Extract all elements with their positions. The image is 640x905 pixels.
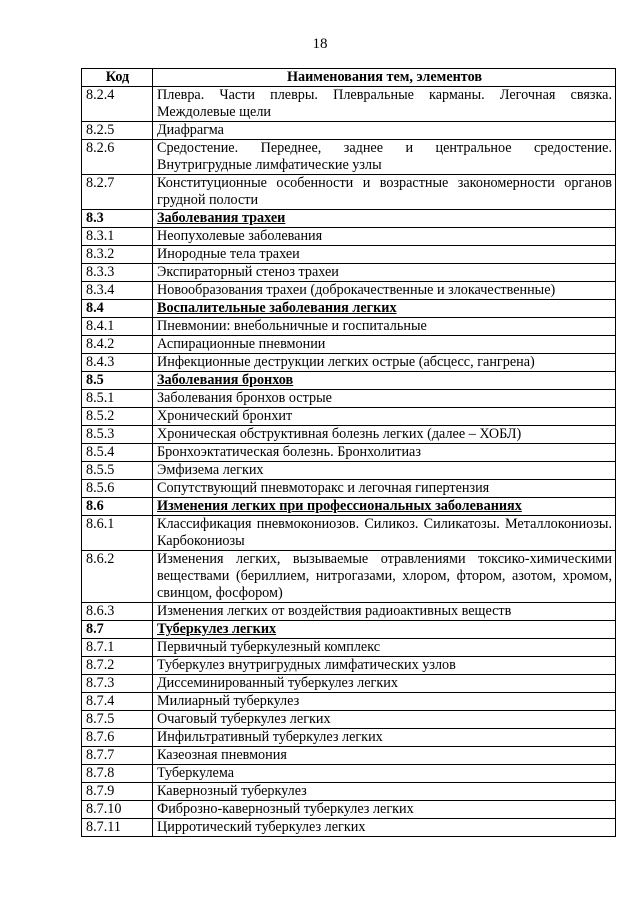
table-row [82, 282, 616, 300]
topic-code: 8.7.6 [82, 729, 153, 747]
topic-name-cell [153, 372, 616, 390]
topic-name: Новообразования трахеи (доброкачественные и злокачественные) [157, 282, 556, 298]
topic-name: Хронический бронхит [157, 408, 293, 424]
topic-name: Хроническая обструктивная болезнь легких (далее – ХОБЛ) [157, 426, 522, 442]
topic-name-cell [153, 354, 616, 372]
topic-name: Диафрагма [157, 122, 224, 138]
table-row [82, 603, 616, 621]
table-row [82, 480, 616, 498]
topic-code: 8.5.5 [82, 462, 153, 480]
table-row [82, 426, 616, 444]
topic-name-cell [153, 516, 616, 551]
topic-code: 8.5.1 [82, 390, 153, 408]
topic-name-cell [153, 228, 616, 246]
topic-name: Пневмонии: внебольничные и госпитальные [157, 318, 427, 334]
topic-name-cell [153, 693, 616, 711]
topic-name-cell [153, 300, 616, 318]
topic-name: Инфекционные деструкции легких острые (абсцесс, гангрена) [157, 354, 535, 370]
table-row [82, 264, 616, 282]
topic-name-cell [153, 87, 616, 122]
table-row [82, 551, 616, 603]
topic-name: Неопухолевые заболевания [157, 228, 323, 244]
topic-code: 8.2.5 [82, 122, 153, 140]
topic-name: Аспирационные пневмонии [157, 336, 326, 352]
topic-name: Диссеминированный туберкулез легких [157, 675, 398, 691]
topic-name-cell [153, 639, 616, 657]
topic-name: Экспираторный стеноз трахеи [157, 264, 339, 280]
table-row [82, 693, 616, 711]
topic-code: 8.7.5 [82, 711, 153, 729]
section-row [82, 498, 616, 516]
section-row [82, 621, 616, 639]
topic-code: 8.7.7 [82, 747, 153, 765]
table-row [82, 516, 616, 551]
table-row [82, 765, 616, 783]
section-row [82, 300, 616, 318]
topic-code: 8.6.1 [82, 516, 153, 551]
topic-name-cell [153, 480, 616, 498]
column-header-name: Наименования тем, элементов [153, 69, 616, 87]
page-number: 18 [312, 36, 328, 52]
topic-code: 8.2.7 [82, 175, 153, 210]
topic-name-cell [153, 264, 616, 282]
topic-name-cell [153, 657, 616, 675]
topic-name-cell [153, 282, 616, 300]
topic-name: Кавернозный туберкулез [157, 783, 307, 799]
topic-name-cell [153, 498, 616, 516]
topic-name-cell [153, 711, 616, 729]
topic-name-cell [153, 621, 616, 639]
topic-name: Инородные тела трахеи [157, 246, 300, 262]
topic-name: Милиарный туберкулез [157, 693, 300, 709]
topic-name-cell [153, 747, 616, 765]
section-row [82, 372, 616, 390]
topic-name: Конституционные особенности и возрастные закономерности органов грудной полости [157, 175, 612, 208]
topic-name-cell [153, 801, 616, 819]
topic-name-cell [153, 175, 616, 210]
topic-code: 8.7.4 [82, 693, 153, 711]
topic-name-cell [153, 675, 616, 693]
topic-name: Плевра. Части плевры. Плевральные карманы. Легочная связка. Междолевые щели [157, 87, 612, 120]
topic-code: 8.4.3 [82, 354, 153, 372]
topic-name: Изменения легких, вызываемые отравлениями токсико-химическими веществами (бериллием, нитрогазами, хлором, фтором, азотом, хромом, свинцом, фосфором) [157, 551, 612, 601]
topic-name-cell [153, 318, 616, 336]
topic-code: 8.4.2 [82, 336, 153, 354]
topic-code: 8.2.4 [82, 87, 153, 122]
table-row [82, 228, 616, 246]
topics-table [81, 68, 616, 837]
table-row [82, 747, 616, 765]
topic-code: 8.7.1 [82, 639, 153, 657]
topic-name: Фиброзно-кавернозный туберкулез легких [157, 801, 414, 817]
table-header-row [82, 69, 616, 87]
topic-code: 8.3.1 [82, 228, 153, 246]
topic-name-cell [153, 444, 616, 462]
topic-name: Изменения легких при профессиональных заболеваниях [157, 498, 522, 514]
topic-code: 8.5.4 [82, 444, 153, 462]
topic-name: Эмфизема легких [157, 462, 264, 478]
topic-name: Туберкулез внутригрудных лимфатических узлов [157, 657, 456, 673]
table-row [82, 657, 616, 675]
table-row [82, 408, 616, 426]
table-row [82, 318, 616, 336]
topic-name: Первичный туберкулезный комплекс [157, 639, 381, 655]
topic-name-cell [153, 783, 616, 801]
topic-code: 8.5.6 [82, 480, 153, 498]
section-row [82, 210, 616, 228]
topic-name: Казеозная пневмония [157, 747, 287, 763]
topic-name: Средостение. Переднее, заднее и центральное средостение. Внутригрудные лимфатические узлы [157, 140, 612, 173]
topic-name: Очаговый туберкулез легких [157, 711, 331, 727]
topic-name-cell [153, 408, 616, 426]
table-row [82, 801, 616, 819]
topic-name-cell [153, 140, 616, 175]
topic-code: 8.6.3 [82, 603, 153, 621]
topic-code: 8.3 [82, 210, 153, 228]
table-row [82, 711, 616, 729]
topic-name: Изменения легких от воздействия радиоактивных веществ [157, 603, 512, 619]
topic-name-cell [153, 765, 616, 783]
topic-name-cell [153, 729, 616, 747]
topic-name: Сопутствующий пневмоторакс и легочная гипертензия [157, 480, 490, 496]
topic-code: 8.5.3 [82, 426, 153, 444]
topic-code: 8.7.3 [82, 675, 153, 693]
topic-name: Воспалительные заболевания легких [157, 300, 397, 316]
table-row [82, 122, 616, 140]
topic-code: 8.3.3 [82, 264, 153, 282]
topic-name-cell [153, 551, 616, 603]
table-row [82, 783, 616, 801]
topic-name: Заболевания бронхов [157, 372, 294, 388]
topic-name: Туберкулема [157, 765, 235, 781]
topic-name: Инфильтративный туберкулез легких [157, 729, 383, 745]
table-row [82, 354, 616, 372]
topic-name: Заболевания трахеи [157, 210, 286, 226]
table-row [82, 729, 616, 747]
topic-code: 8.7.10 [82, 801, 153, 819]
topic-code: 8.7.8 [82, 765, 153, 783]
topic-code: 8.7 [82, 621, 153, 639]
topic-code: 8.4.1 [82, 318, 153, 336]
topic-name: Классификация пневмокониозов. Силикоз. Силикатозы. Металлокониозы. Карбокониозы [157, 516, 612, 549]
topic-code: 8.6 [82, 498, 153, 516]
table-row [82, 819, 616, 837]
topic-name-cell [153, 390, 616, 408]
topic-name-cell [153, 122, 616, 140]
topic-name-cell [153, 462, 616, 480]
topic-code: 8.7.2 [82, 657, 153, 675]
topic-code: 8.4 [82, 300, 153, 318]
topic-code: 8.7.11 [82, 819, 153, 837]
topic-name-cell [153, 603, 616, 621]
topic-name-cell [153, 246, 616, 264]
table-row [82, 175, 616, 210]
topic-code: 8.3.4 [82, 282, 153, 300]
topic-code: 8.5.2 [82, 408, 153, 426]
table-row [82, 87, 616, 122]
table-row [82, 336, 616, 354]
table-row [82, 675, 616, 693]
topic-name: Цирротический туберкулез легких [157, 819, 366, 835]
topic-code: 8.7.9 [82, 783, 153, 801]
column-header-code: Код [82, 69, 153, 87]
topic-name-cell [153, 336, 616, 354]
table-row [82, 444, 616, 462]
topic-name-cell [153, 210, 616, 228]
topic-name: Бронхоэктатическая болезнь. Бронхолитиаз [157, 444, 421, 460]
topic-name: Заболевания бронхов острые [157, 390, 332, 406]
table-row [82, 246, 616, 264]
topic-name-cell [153, 426, 616, 444]
topic-code: 8.2.6 [82, 140, 153, 175]
table-row [82, 462, 616, 480]
topic-code: 8.5 [82, 372, 153, 390]
topic-name: Туберкулез легких [157, 621, 277, 637]
table-body [82, 87, 616, 837]
table-row [82, 390, 616, 408]
table-row [82, 639, 616, 657]
topic-code: 8.3.2 [82, 246, 153, 264]
table-row [82, 140, 616, 175]
topic-name-cell [153, 819, 616, 837]
topic-code: 8.6.2 [82, 551, 153, 603]
